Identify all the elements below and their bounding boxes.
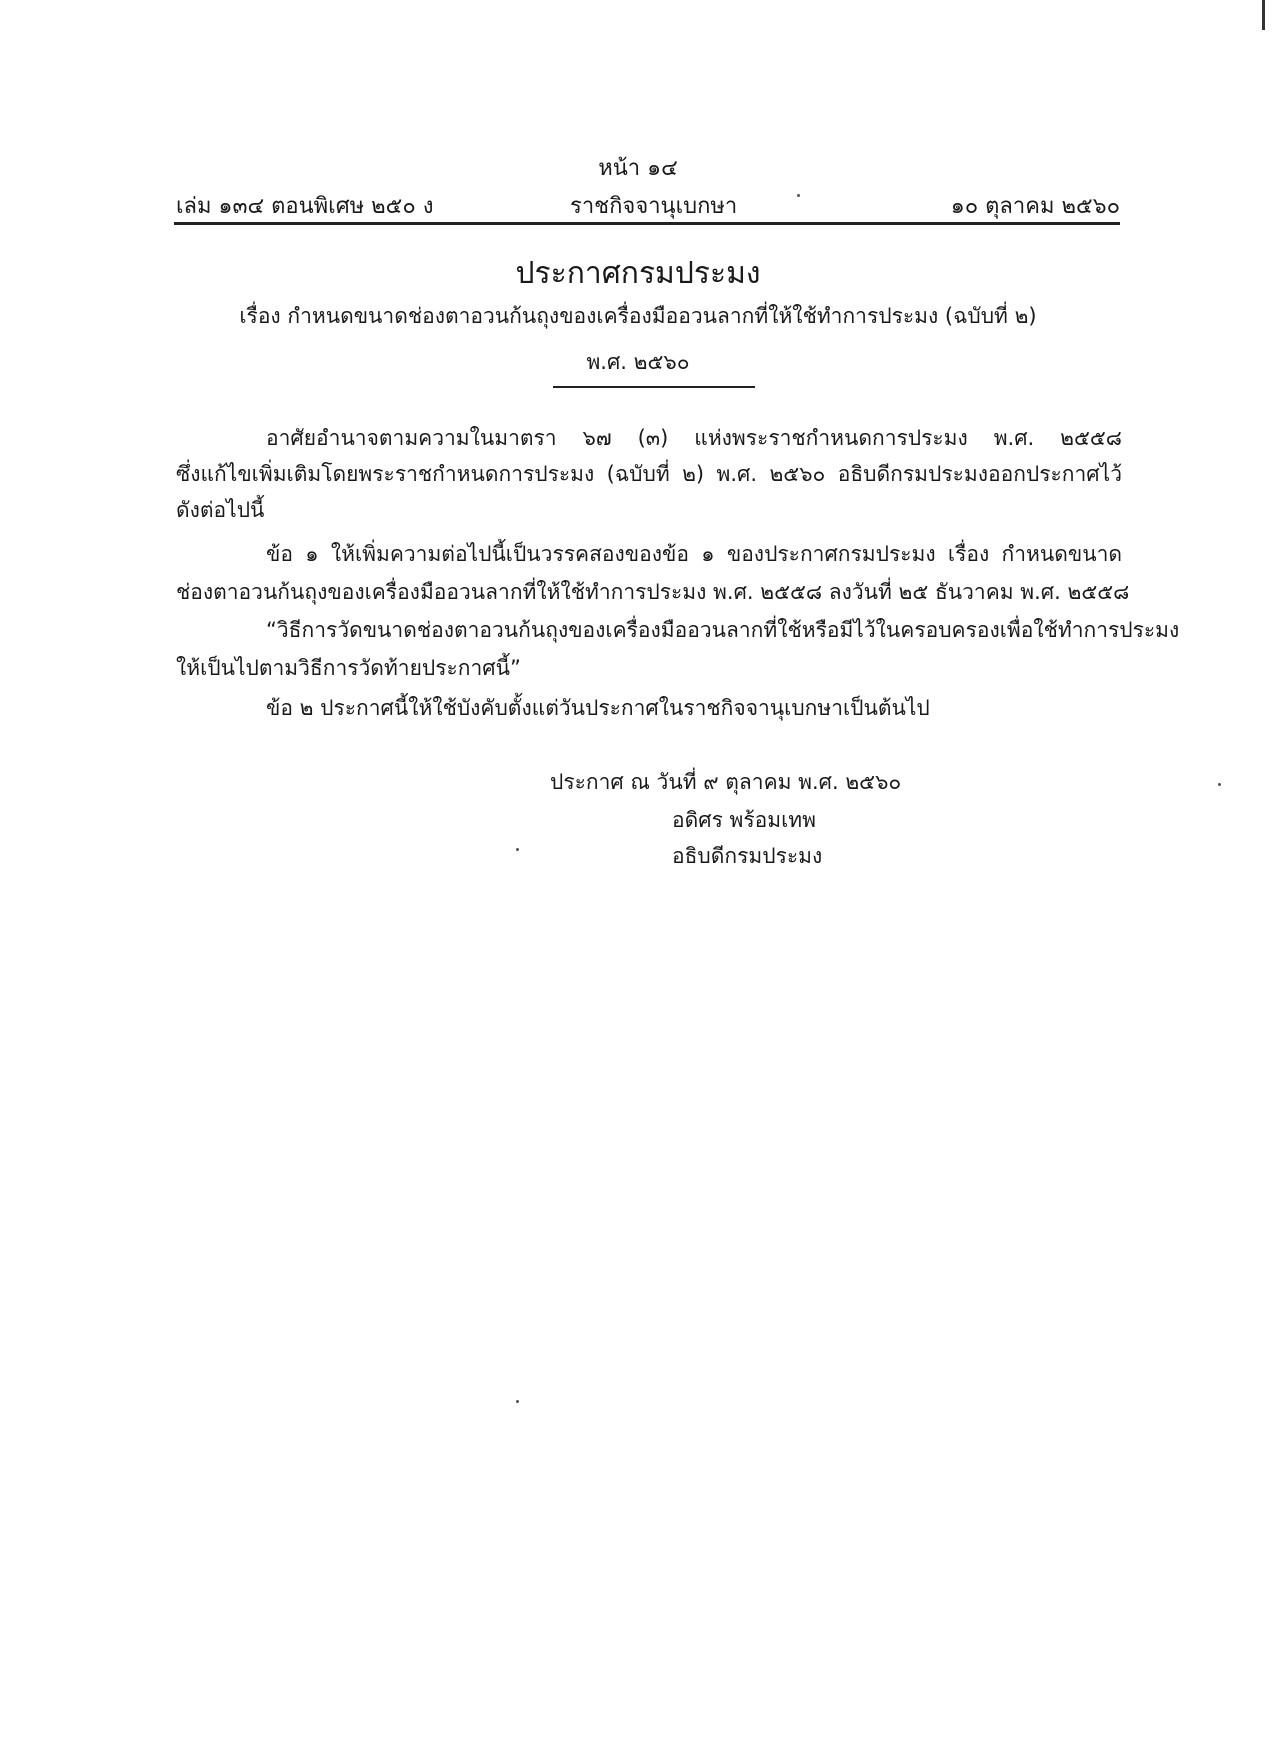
clause-1-line: ข้อ ๑ ให้เพิ่มความต่อไปนี้เป็นวรรคสองของข้อ ๑ ของประกาศกรมประมง เรื่อง กำหนดขนาด [266,542,1122,566]
scan-speck [516,848,519,851]
preamble-line: ดังต่อไปนี้ [176,498,265,522]
page-number: หน้า ๑๔ [598,156,678,181]
document-year: พ.ศ. ๒๕๖๐ [586,350,690,374]
clause-2-line: ข้อ ๒ ประกาศนี้ให้ใช้บังคับตั้งแต่วันประกาศในราชกิจจานุเบกษาเป็นต้นไป [266,696,930,720]
scan-speck [516,1400,519,1403]
signatory-position: อธิบดีกรมประมง [672,844,823,868]
gazette-name: ราชกิจจานุเบกษา [570,194,738,219]
scan-speck [1218,783,1221,786]
signatory-name: อดิศร พร้อมเทพ [672,808,816,832]
header-divider [174,222,1120,225]
scan-edge-mark [1262,0,1265,30]
title-divider [553,386,755,388]
volume-issue: เล่ม ๑๓๔ ตอนพิเศษ ๒๕๐ ง [176,194,434,219]
quote-line: “วิธีการวัดขนาดช่องตาอวนก้นถุงของเครื่องมืออวนลากที่ใช้หรือมีไว้ในครอบครองเพื่อใช้ทำการประมง [266,618,1180,642]
preamble-line: อาศัยอำนาจตามความในมาตรา ๖๗ (๓) แห่งพระราชกำหนดการประมง พ.ศ. ๒๕๕๘ [266,426,1122,450]
document-title: ประกาศกรมประมง [515,256,761,291]
announcement-date: ประกาศ ณ วันที่ ๙ ตุลาคม พ.ศ. ๒๕๖๐ [550,770,902,794]
document-subject: เรื่อง กำหนดขนาดช่องตาอวนก้นถุงของเครื่องมืออวนลากที่ให้ใช้ทำการประมง (ฉบับที่ ๒) [239,304,1037,328]
preamble-line: ซึ่งแก้ไขเพิ่มเติมโดยพระราชกำหนดการประมง (ฉบับที่ ๒) พ.ศ. ๒๕๖๐ อธิบดีกรมประมงออกประกาศไว้ [176,462,1122,486]
clause-1-line: ช่องตาอวนก้นถุงของเครื่องมืออวนลากที่ให้ใช้ทำการประมง พ.ศ. ๒๕๕๘ ลงวันที่ ๒๕ ธันวาคม พ.ศ. ๒๕๕๘ [176,580,1130,604]
issue-date: ๑๐ ตุลาคม ๒๕๖๐ [950,194,1120,219]
scan-speck [797,194,800,197]
quote-line: ให้เป็นไปตามวิธีการวัดท้ายประกาศนี้” [176,656,521,680]
